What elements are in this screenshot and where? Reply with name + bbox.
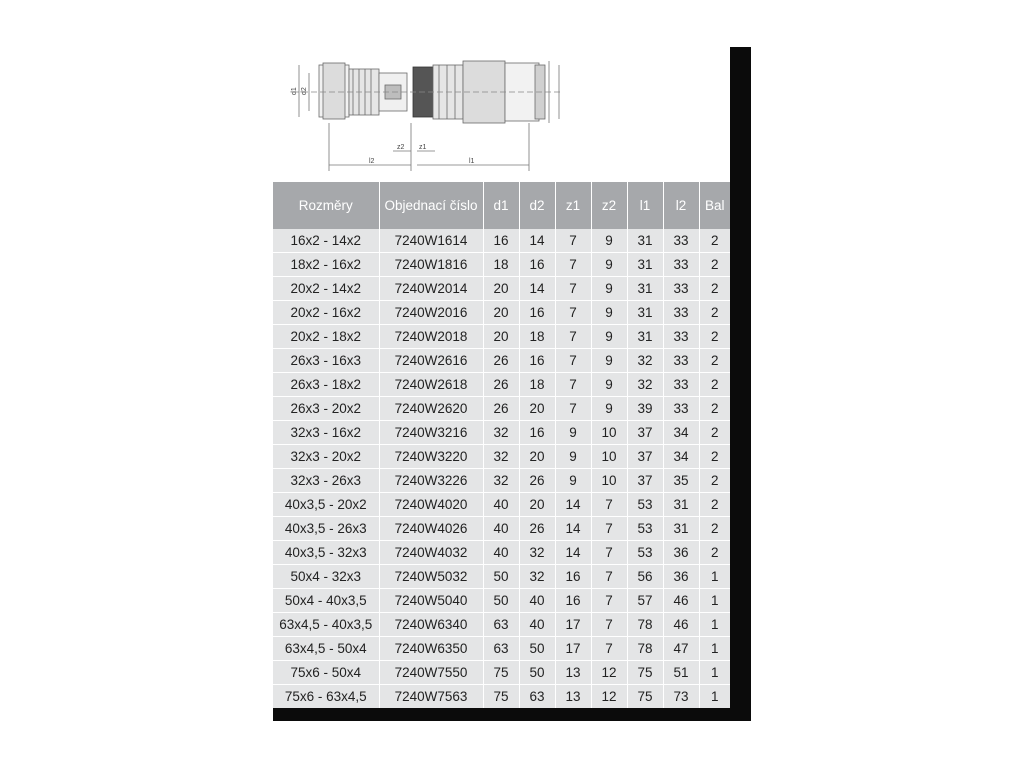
col-header-l2: l2 xyxy=(663,182,699,229)
cell-z2: 7 xyxy=(591,589,627,613)
cell-l1: 75 xyxy=(627,685,663,709)
cell-l1: 37 xyxy=(627,421,663,445)
label-l2: l2 xyxy=(369,158,375,165)
cell-z2: 9 xyxy=(591,397,627,421)
cell-z2: 7 xyxy=(591,613,627,637)
cell-z2: 9 xyxy=(591,277,627,301)
cell-l2: 34 xyxy=(663,445,699,469)
cell-d1: 18 xyxy=(483,253,519,277)
cell-pack: 2 xyxy=(699,301,730,325)
cell-l1: 31 xyxy=(627,229,663,253)
cell-l2: 51 xyxy=(663,661,699,685)
col-header-z2: z2 xyxy=(591,182,627,229)
table-row xyxy=(273,589,730,613)
cell-l2: 33 xyxy=(663,373,699,397)
cell-l1: 32 xyxy=(627,349,663,373)
cell-d2: 16 xyxy=(519,421,555,445)
cell-order-number: 7240W7563 xyxy=(379,685,483,709)
cell-d2: 20 xyxy=(519,493,555,517)
cell-d1: 63 xyxy=(483,613,519,637)
cell-order-number: 7240W6340 xyxy=(379,613,483,637)
table-row xyxy=(273,517,730,541)
table-row xyxy=(273,421,730,445)
cell-pack: 1 xyxy=(699,661,730,685)
cell-z2: 7 xyxy=(591,637,627,661)
table-row xyxy=(273,325,730,349)
page-shadow-right xyxy=(730,47,751,720)
cell-l2: 31 xyxy=(663,517,699,541)
cell-z1: 9 xyxy=(555,445,591,469)
cell-d1: 20 xyxy=(483,301,519,325)
cell-dimensions: 40x3,5 - 26x3 xyxy=(273,517,379,541)
cell-l2: 33 xyxy=(663,229,699,253)
cell-d2: 18 xyxy=(519,373,555,397)
cell-pack: 1 xyxy=(699,589,730,613)
col-header-z1: z1 xyxy=(555,182,591,229)
table-row xyxy=(273,661,730,685)
table-row xyxy=(273,469,730,493)
cell-d1: 75 xyxy=(483,685,519,709)
cell-d1: 26 xyxy=(483,349,519,373)
cell-z2: 10 xyxy=(591,469,627,493)
table-row xyxy=(273,541,730,565)
cell-z2: 7 xyxy=(591,565,627,589)
cell-z2: 7 xyxy=(591,541,627,565)
cell-dimensions: 63x4,5 - 50x4 xyxy=(273,637,379,661)
cell-l2: 36 xyxy=(663,565,699,589)
table-row xyxy=(273,637,730,661)
cell-z1: 13 xyxy=(555,685,591,709)
cell-z2: 10 xyxy=(591,445,627,469)
table-row xyxy=(273,349,730,373)
cell-z1: 7 xyxy=(555,301,591,325)
cell-z1: 14 xyxy=(555,541,591,565)
cell-l1: 53 xyxy=(627,541,663,565)
cell-z1: 16 xyxy=(555,589,591,613)
cell-d1: 32 xyxy=(483,469,519,493)
cell-dimensions: 18x2 - 16x2 xyxy=(273,253,379,277)
table-row xyxy=(273,685,730,709)
cell-dimensions: 32x3 - 20x2 xyxy=(273,445,379,469)
cell-l2: 35 xyxy=(663,469,699,493)
cell-l1: 53 xyxy=(627,493,663,517)
label-d1: d1 xyxy=(291,87,298,95)
cell-d1: 20 xyxy=(483,325,519,349)
col-header-d2: d2 xyxy=(519,182,555,229)
cell-z1: 7 xyxy=(555,349,591,373)
cell-pack: 2 xyxy=(699,253,730,277)
cell-z1: 7 xyxy=(555,397,591,421)
table-row xyxy=(273,397,730,421)
cell-pack: 2 xyxy=(699,541,730,565)
cell-dimensions: 40x3,5 - 20x2 xyxy=(273,493,379,517)
col-header-dimensions: Rozměry xyxy=(273,182,379,229)
table-row xyxy=(273,565,730,589)
cell-d2: 26 xyxy=(519,517,555,541)
cell-dimensions: 32x3 - 26x3 xyxy=(273,469,379,493)
cell-pack: 1 xyxy=(699,613,730,637)
cell-pack: 2 xyxy=(699,517,730,541)
table-row xyxy=(273,301,730,325)
cell-l1: 53 xyxy=(627,517,663,541)
cell-l1: 31 xyxy=(627,301,663,325)
table-row xyxy=(273,373,730,397)
cell-l1: 37 xyxy=(627,445,663,469)
cell-pack: 2 xyxy=(699,325,730,349)
table-row xyxy=(273,229,730,253)
cell-l1: 31 xyxy=(627,325,663,349)
cell-order-number: 7240W2616 xyxy=(379,349,483,373)
cell-d2: 26 xyxy=(519,469,555,493)
cell-d1: 50 xyxy=(483,565,519,589)
cell-l1: 78 xyxy=(627,613,663,637)
cell-dimensions: 20x2 - 16x2 xyxy=(273,301,379,325)
cell-order-number: 7240W5032 xyxy=(379,565,483,589)
cell-z2: 9 xyxy=(591,301,627,325)
cell-z1: 9 xyxy=(555,469,591,493)
cell-d1: 40 xyxy=(483,517,519,541)
cell-d2: 18 xyxy=(519,325,555,349)
cell-d2: 32 xyxy=(519,541,555,565)
cell-pack: 1 xyxy=(699,637,730,661)
cell-pack: 1 xyxy=(699,565,730,589)
cell-d2: 14 xyxy=(519,229,555,253)
cell-d2: 63 xyxy=(519,685,555,709)
cell-order-number: 7240W4026 xyxy=(379,517,483,541)
label-d2: d2 xyxy=(301,87,308,95)
cell-l2: 33 xyxy=(663,349,699,373)
cell-order-number: 7240W2016 xyxy=(379,301,483,325)
cell-order-number: 7240W4020 xyxy=(379,493,483,517)
cell-l2: 73 xyxy=(663,685,699,709)
cell-d1: 26 xyxy=(483,397,519,421)
col-header-l1: l1 xyxy=(627,182,663,229)
cell-z2: 10 xyxy=(591,421,627,445)
cell-pack: 2 xyxy=(699,229,730,253)
cell-order-number: 7240W4032 xyxy=(379,541,483,565)
cell-d2: 40 xyxy=(519,589,555,613)
cell-d2: 50 xyxy=(519,661,555,685)
cell-d1: 26 xyxy=(483,373,519,397)
cell-order-number: 7240W3216 xyxy=(379,421,483,445)
cell-z1: 7 xyxy=(555,373,591,397)
cell-dimensions: 26x3 - 18x2 xyxy=(273,373,379,397)
fitting-body-left xyxy=(319,63,407,119)
cell-order-number: 7240W7550 xyxy=(379,661,483,685)
label-z2: z2 xyxy=(397,144,405,151)
cell-order-number: 7240W2018 xyxy=(379,325,483,349)
cell-z2: 9 xyxy=(591,229,627,253)
cell-pack: 2 xyxy=(699,445,730,469)
cell-d1: 75 xyxy=(483,661,519,685)
cell-l1: 31 xyxy=(627,253,663,277)
cell-order-number: 7240W3220 xyxy=(379,445,483,469)
cell-d1: 20 xyxy=(483,277,519,301)
table-row xyxy=(273,613,730,637)
cell-pack: 1 xyxy=(699,685,730,709)
cell-l2: 46 xyxy=(663,613,699,637)
cell-l1: 56 xyxy=(627,565,663,589)
cell-dimensions: 50x4 - 32x3 xyxy=(273,565,379,589)
col-header-pack: Bal xyxy=(699,182,730,229)
cell-l2: 33 xyxy=(663,301,699,325)
cell-pack: 2 xyxy=(699,493,730,517)
cell-d2: 32 xyxy=(519,565,555,589)
fitting-technical-drawing xyxy=(273,47,730,182)
cell-l1: 78 xyxy=(627,637,663,661)
cell-d2: 50 xyxy=(519,637,555,661)
cell-d1: 40 xyxy=(483,493,519,517)
cell-z1: 7 xyxy=(555,325,591,349)
cell-dimensions: 16x2 - 14x2 xyxy=(273,229,379,253)
cell-d2: 16 xyxy=(519,349,555,373)
cell-dimensions: 20x2 - 14x2 xyxy=(273,277,379,301)
cell-l2: 46 xyxy=(663,589,699,613)
cell-l2: 33 xyxy=(663,277,699,301)
cell-d1: 32 xyxy=(483,421,519,445)
cell-order-number: 7240W1816 xyxy=(379,253,483,277)
cell-z1: 17 xyxy=(555,637,591,661)
table-row xyxy=(273,493,730,517)
cell-dimensions: 26x3 - 20x2 xyxy=(273,397,379,421)
cell-pack: 2 xyxy=(699,277,730,301)
cell-d2: 20 xyxy=(519,445,555,469)
cell-d1: 32 xyxy=(483,445,519,469)
cell-dimensions: 50x4 - 40x3,5 xyxy=(273,589,379,613)
label-z1: z1 xyxy=(419,144,427,151)
cell-l2: 31 xyxy=(663,493,699,517)
cell-pack: 2 xyxy=(699,349,730,373)
cell-l1: 31 xyxy=(627,277,663,301)
cell-z1: 13 xyxy=(555,661,591,685)
cell-z1: 7 xyxy=(555,229,591,253)
cell-d2: 14 xyxy=(519,277,555,301)
cell-order-number: 7240W2620 xyxy=(379,397,483,421)
cell-d1: 40 xyxy=(483,541,519,565)
cell-l1: 57 xyxy=(627,589,663,613)
table-header-row xyxy=(273,182,730,229)
cell-z2: 9 xyxy=(591,349,627,373)
table-row xyxy=(273,277,730,301)
cell-z1: 16 xyxy=(555,565,591,589)
cell-z1: 7 xyxy=(555,277,591,301)
col-header-d1: d1 xyxy=(483,182,519,229)
cell-z2: 9 xyxy=(591,325,627,349)
cell-l1: 32 xyxy=(627,373,663,397)
cell-d2: 16 xyxy=(519,253,555,277)
label-l1: l1 xyxy=(469,158,475,165)
cell-dimensions: 75x6 - 63x4,5 xyxy=(273,685,379,709)
cell-l2: 33 xyxy=(663,397,699,421)
cell-dimensions: 26x3 - 16x3 xyxy=(273,349,379,373)
cell-z2: 12 xyxy=(591,685,627,709)
cell-z1: 7 xyxy=(555,253,591,277)
col-header-order-number: Objednací číslo xyxy=(379,182,483,229)
cell-l1: 75 xyxy=(627,661,663,685)
cell-order-number: 7240W5040 xyxy=(379,589,483,613)
cell-d1: 50 xyxy=(483,589,519,613)
cell-d2: 20 xyxy=(519,397,555,421)
cell-z1: 9 xyxy=(555,421,591,445)
cell-l2: 33 xyxy=(663,325,699,349)
cell-order-number: 7240W2014 xyxy=(379,277,483,301)
cell-z1: 14 xyxy=(555,493,591,517)
cell-order-number: 7240W2618 xyxy=(379,373,483,397)
cell-d1: 63 xyxy=(483,637,519,661)
cell-z1: 14 xyxy=(555,517,591,541)
cell-order-number: 7240W3226 xyxy=(379,469,483,493)
cell-z2: 9 xyxy=(591,253,627,277)
cell-dimensions: 40x3,5 - 32x3 xyxy=(273,541,379,565)
dimensions-table xyxy=(273,182,730,708)
cell-l2: 36 xyxy=(663,541,699,565)
cell-dimensions: 75x6 - 50x4 xyxy=(273,661,379,685)
cell-dimensions: 32x3 - 16x2 xyxy=(273,421,379,445)
cell-order-number: 7240W6350 xyxy=(379,637,483,661)
cell-pack: 2 xyxy=(699,397,730,421)
cell-l2: 33 xyxy=(663,253,699,277)
cell-z2: 7 xyxy=(591,493,627,517)
cell-z2: 9 xyxy=(591,373,627,397)
cell-z2: 7 xyxy=(591,517,627,541)
table-row xyxy=(273,445,730,469)
cell-d2: 40 xyxy=(519,613,555,637)
cell-z1: 17 xyxy=(555,613,591,637)
cell-dimensions: 63x4,5 - 40x3,5 xyxy=(273,613,379,637)
cell-pack: 2 xyxy=(699,373,730,397)
cell-l1: 37 xyxy=(627,469,663,493)
cell-l2: 47 xyxy=(663,637,699,661)
cell-dimensions: 20x2 - 18x2 xyxy=(273,325,379,349)
cell-d2: 16 xyxy=(519,301,555,325)
table-row xyxy=(273,253,730,277)
cell-pack: 2 xyxy=(699,421,730,445)
cell-z2: 12 xyxy=(591,661,627,685)
cell-l2: 34 xyxy=(663,421,699,445)
cell-order-number: 7240W1614 xyxy=(379,229,483,253)
cell-d1: 16 xyxy=(483,229,519,253)
cell-pack: 2 xyxy=(699,469,730,493)
cell-l1: 39 xyxy=(627,397,663,421)
